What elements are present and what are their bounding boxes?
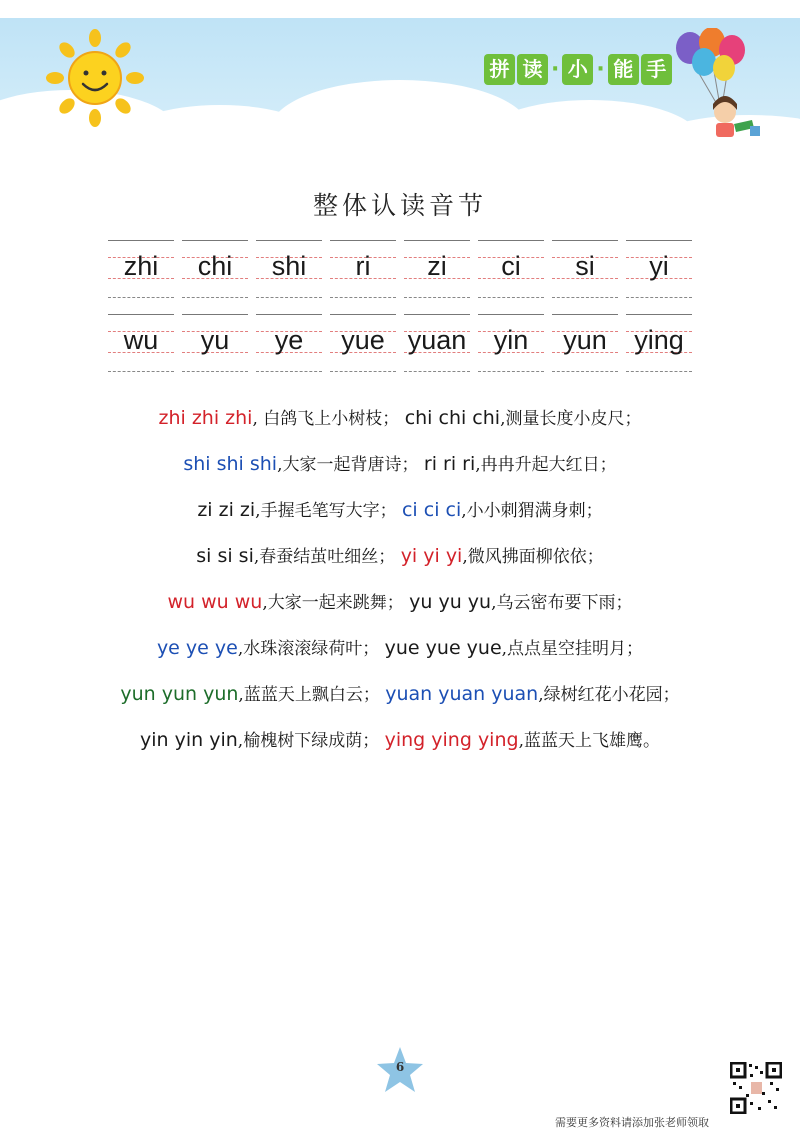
rhyme-pinyin: shi shi shi bbox=[183, 453, 278, 475]
rhyme-pinyin: ri ri ri bbox=[423, 453, 476, 475]
ruling-line bbox=[108, 371, 174, 372]
badge-char: 小 bbox=[562, 54, 593, 85]
syllable-cell bbox=[404, 314, 470, 374]
qr-code-icon bbox=[730, 1062, 782, 1114]
syllable-row bbox=[108, 314, 688, 374]
ruling-line bbox=[182, 240, 248, 241]
syllable-cell bbox=[182, 314, 248, 374]
syllable-cell bbox=[478, 314, 544, 374]
ruling-line bbox=[478, 314, 544, 315]
ruling-line bbox=[626, 314, 692, 315]
rhyme-text: ,榆槐树下绿成荫； bbox=[237, 731, 380, 751]
syllable-text: ri bbox=[355, 251, 371, 281]
rhyme-line bbox=[0, 492, 800, 538]
ruling-line bbox=[330, 240, 396, 241]
girl-with-balloons-icon bbox=[670, 28, 780, 148]
ruling-line bbox=[256, 371, 322, 372]
rhyme-text: ,水珠滚滚绿荷叶； bbox=[237, 639, 380, 659]
rhyme-pinyin: zhi zhi zhi bbox=[158, 407, 253, 429]
rhyme-text: ,大家一起来跳舞； bbox=[262, 593, 404, 613]
ruling-line bbox=[108, 297, 174, 298]
syllable-cell bbox=[330, 240, 396, 300]
syllable-text: yue bbox=[341, 325, 385, 355]
syllable-text: chi bbox=[197, 251, 233, 281]
section-badge bbox=[484, 54, 672, 85]
rhyme-line bbox=[0, 676, 800, 722]
ruling-line bbox=[108, 314, 174, 315]
syllable-text: zhi bbox=[123, 251, 159, 281]
ruling-line bbox=[330, 371, 396, 372]
syllable-text: si bbox=[575, 251, 595, 281]
ruling-line bbox=[552, 240, 618, 241]
ruling-line bbox=[256, 314, 322, 315]
rhyme-text: ,乌云密布要下雨； bbox=[491, 593, 633, 613]
rhyme-pinyin: wu wu wu bbox=[167, 591, 263, 613]
badge-dot: · bbox=[551, 57, 560, 82]
ruling-line bbox=[404, 371, 470, 372]
rhyme-text: , 白鸽飞上小树枝； bbox=[252, 409, 400, 429]
rhyme-text: ,绿树红花小花园； bbox=[538, 685, 680, 705]
rhyme-line bbox=[0, 584, 800, 630]
syllable-cell bbox=[552, 314, 618, 374]
rhyme-list bbox=[0, 400, 800, 768]
rhyme-text: ,测量长度小皮尺； bbox=[500, 409, 642, 429]
syllable-cell bbox=[626, 314, 692, 374]
cloud-base bbox=[0, 150, 800, 180]
rhyme-pinyin: yi yi yi bbox=[400, 545, 463, 567]
ruling-line bbox=[256, 240, 322, 241]
rhyme-pinyin: ying ying ying bbox=[384, 729, 519, 751]
rhyme-text: ,微风拂面柳依依； bbox=[462, 547, 604, 567]
ruling-line bbox=[404, 297, 470, 298]
syllable-cell bbox=[330, 314, 396, 374]
syllable-cell bbox=[108, 240, 174, 300]
rhyme-pinyin: si si si bbox=[196, 545, 254, 567]
badge-char: 读 bbox=[517, 54, 548, 85]
syllable-text: zi bbox=[427, 251, 447, 281]
rhyme-line bbox=[0, 400, 800, 446]
badge-char: 能 bbox=[608, 54, 639, 85]
page-number: 6 bbox=[395, 1060, 405, 1074]
syllable-cell bbox=[626, 240, 692, 300]
syllable-cell bbox=[182, 240, 248, 300]
ruling-line bbox=[626, 371, 692, 372]
badge-char: 拼 bbox=[484, 54, 515, 85]
ruling-line bbox=[108, 240, 174, 241]
ruling-line bbox=[330, 297, 396, 298]
rhyme-pinyin: yuan yuan yuan bbox=[385, 683, 539, 705]
rhyme-line bbox=[0, 446, 800, 492]
footer-note: 需要更多资料请添加张老师领取 bbox=[555, 1116, 709, 1129]
page-title: 整体认读音节 bbox=[312, 191, 487, 220]
sun-icon bbox=[45, 28, 145, 128]
syllable-text: ye bbox=[274, 325, 304, 355]
rhyme-text: ,蓝蓝天上飘白云； bbox=[238, 685, 380, 705]
syllable-text: yun bbox=[563, 325, 607, 355]
rhyme-pinyin: yin yin yin bbox=[140, 729, 238, 751]
rhyme-pinyin: zi zi zi bbox=[197, 499, 256, 521]
syllable-text: yu bbox=[200, 325, 230, 355]
rhyme-line bbox=[0, 538, 800, 584]
rhyme-pinyin: ci ci ci bbox=[401, 499, 462, 521]
syllable-row bbox=[108, 240, 688, 300]
ruling-line bbox=[478, 297, 544, 298]
ruling-line bbox=[182, 297, 248, 298]
syllable-text: ying bbox=[634, 325, 684, 355]
rhyme-text: ,点点星空挂明月； bbox=[501, 639, 644, 659]
ruling-line bbox=[256, 297, 322, 298]
rhyme-pinyin: yue yue yue bbox=[384, 637, 502, 659]
rhyme-text: ,手握毛笔写大字； bbox=[255, 501, 397, 521]
ruling-line bbox=[404, 240, 470, 241]
rhyme-text: ,春蚕结茧吐细丝； bbox=[253, 547, 396, 567]
badge-dot: · bbox=[596, 57, 605, 82]
ruling-line bbox=[478, 371, 544, 372]
syllable-text: yuan bbox=[407, 325, 467, 355]
syllable-text: shi bbox=[271, 251, 307, 281]
syllable-cell bbox=[108, 314, 174, 374]
rhyme-text: ,小小刺猬满身刺； bbox=[461, 501, 603, 521]
syllable-cell bbox=[256, 240, 322, 300]
rhyme-line bbox=[0, 722, 800, 768]
syllable-cell bbox=[552, 240, 618, 300]
rhyme-line bbox=[0, 630, 800, 676]
syllable-text: yin bbox=[493, 325, 529, 355]
rhyme-pinyin: yu yu yu bbox=[409, 591, 492, 613]
ruling-line bbox=[182, 314, 248, 315]
syllable-cell bbox=[256, 314, 322, 374]
syllable-cell bbox=[478, 240, 544, 300]
ruling-line bbox=[552, 314, 618, 315]
ruling-line bbox=[552, 371, 618, 372]
rhyme-pinyin: chi chi chi bbox=[404, 407, 501, 429]
rhyme-pinyin: yun yun yun bbox=[120, 683, 239, 705]
rhyme-text: ,蓝蓝天上飞雄鹰。 bbox=[518, 731, 660, 751]
ruling-line bbox=[404, 314, 470, 315]
badge-char: 手 bbox=[641, 54, 672, 85]
rhyme-text: ,大家一起背唐诗； bbox=[277, 455, 419, 475]
ruling-line bbox=[182, 371, 248, 372]
syllable-text: yi bbox=[649, 251, 669, 281]
ruling-line bbox=[552, 297, 618, 298]
ruling-line bbox=[478, 240, 544, 241]
rhyme-text: ,冉冉升起大红日； bbox=[475, 455, 617, 475]
syllable-text: wu bbox=[123, 325, 159, 355]
syllable-cell bbox=[404, 240, 470, 300]
syllable-text: ci bbox=[501, 251, 521, 281]
ruling-line bbox=[626, 240, 692, 241]
ruling-line bbox=[626, 297, 692, 298]
rhyme-pinyin: ye ye ye bbox=[156, 637, 238, 659]
ruling-line bbox=[330, 314, 396, 315]
